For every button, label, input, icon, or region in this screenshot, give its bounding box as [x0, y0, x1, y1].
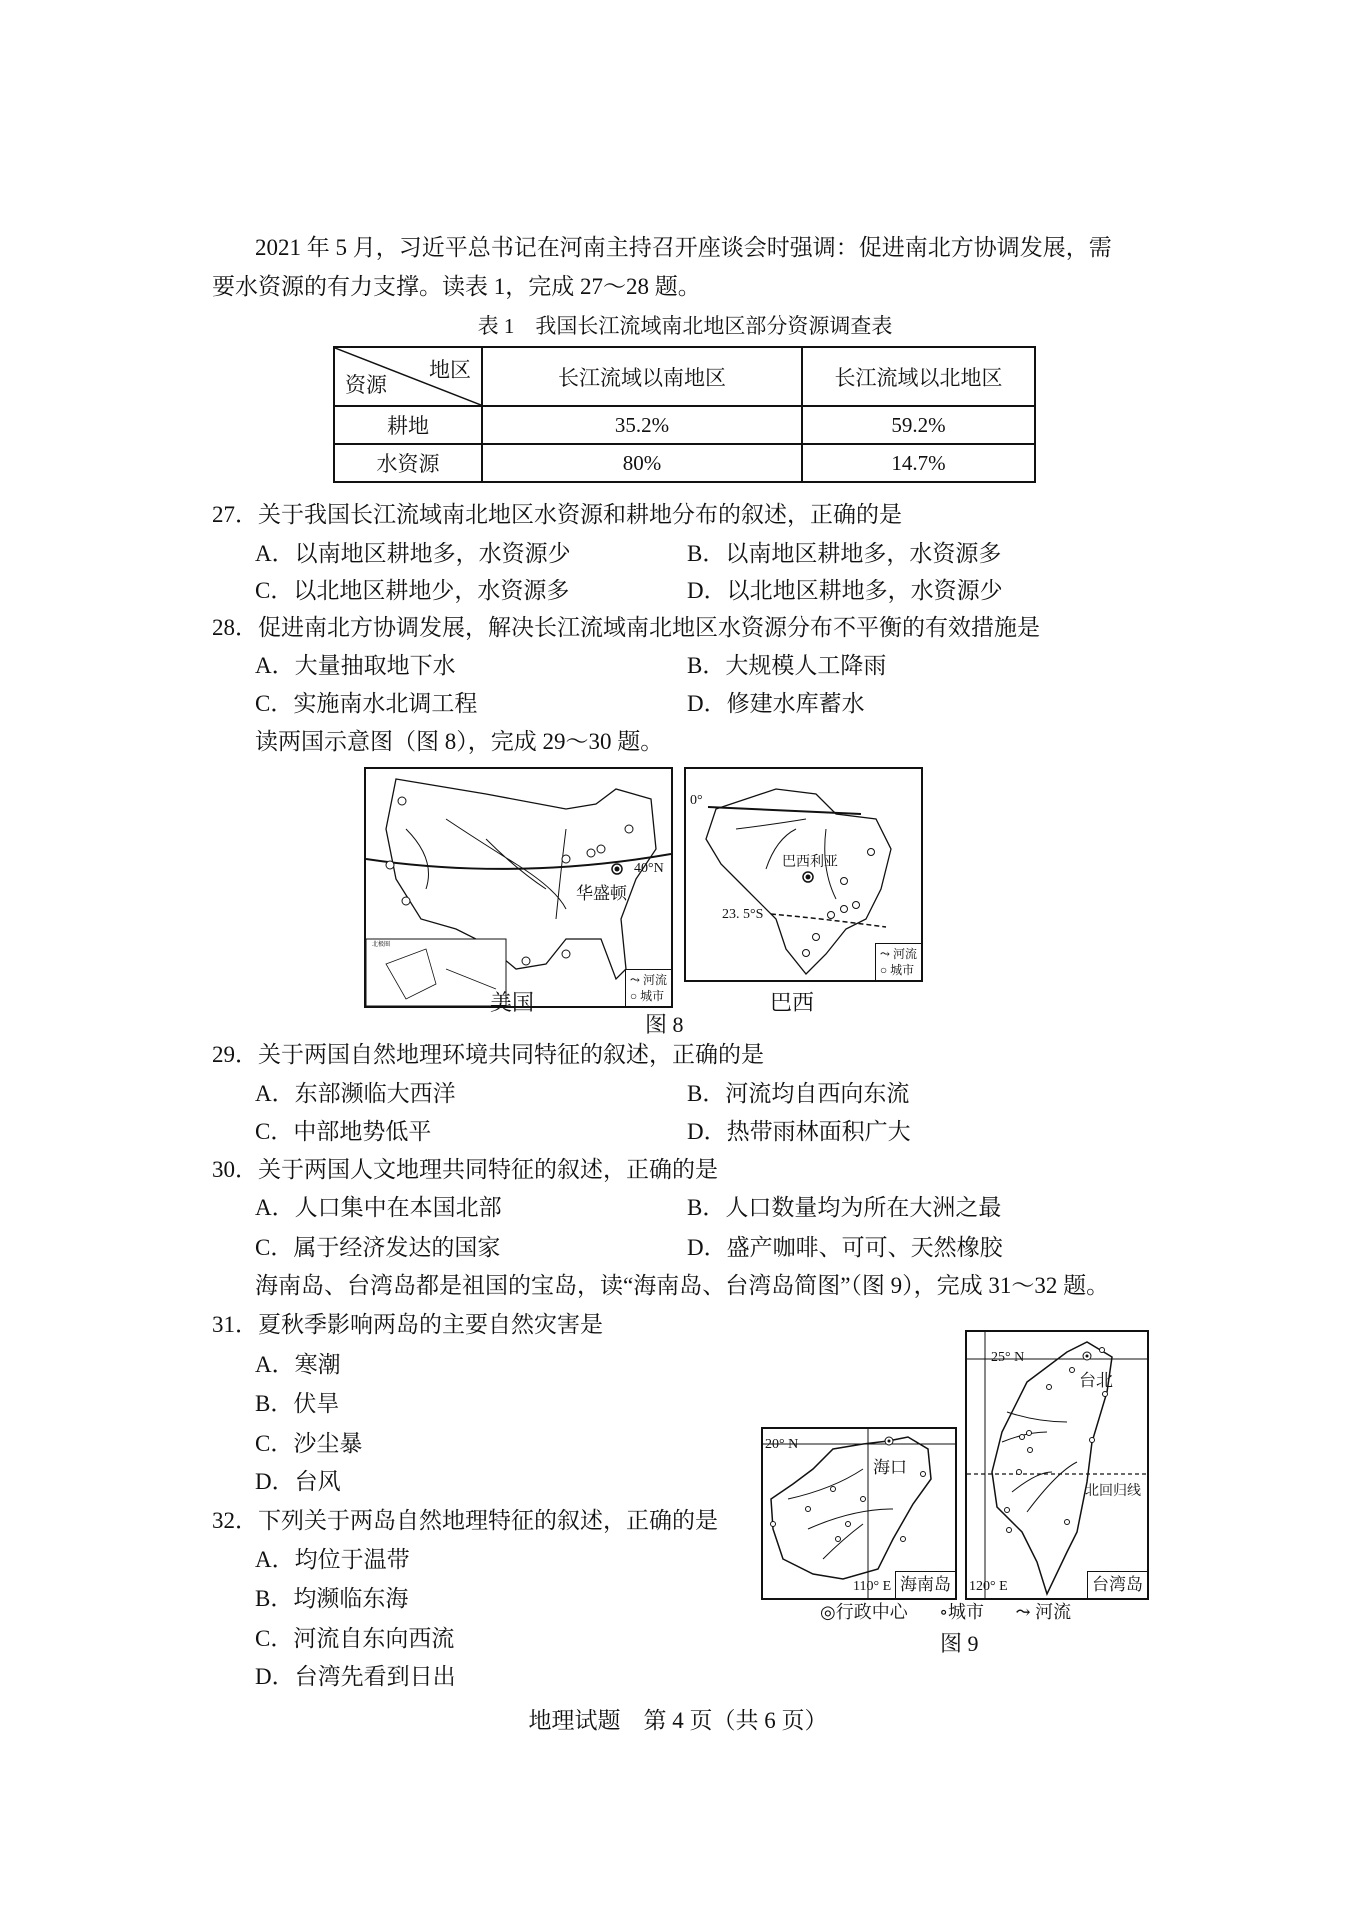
q27-option-a: A．以南地区耕地多，水资源少	[255, 541, 571, 566]
taipei-label: 台北	[1079, 1371, 1113, 1390]
legend-river-label: 河流	[1035, 1602, 1072, 1622]
city-legend-icon: ○	[629, 989, 638, 1003]
resource-table	[333, 346, 1036, 483]
q31-option-b: B．伏旱	[255, 1391, 340, 1416]
corner-region-label: 地区	[429, 358, 471, 382]
q27-option-c: C．以北地区耕地少，水资源多	[255, 578, 570, 603]
table-caption: 表 1 我国长江流域南北地区部分资源调查表	[477, 314, 893, 338]
table-cell: 80%	[482, 444, 802, 482]
usa-latitude-label: 40°N	[634, 861, 664, 876]
q29-option-a: A．东部濒临大西洋	[255, 1081, 456, 1106]
river-legend-icon: ⤳	[629, 973, 640, 987]
figure8-intro: 读两国示意图（图 8），完成 29～30 题。	[255, 729, 664, 754]
taiwan-latitude-label: 25° N	[991, 1350, 1025, 1365]
washington-label: 华盛顿	[576, 884, 627, 903]
brasilia-label: 巴西利亚	[782, 855, 838, 870]
q28-option-b: B．大规模人工降雨	[687, 653, 887, 678]
usa-legend	[625, 969, 672, 1007]
hainan-name-label: 海南岛	[900, 1575, 951, 1594]
table-corner-cell	[334, 347, 482, 406]
q27-option-d: D．以北地区耕地多，水资源少	[687, 578, 1003, 603]
brazil-map-title: 巴西	[770, 990, 815, 1015]
legend-river-label: 河流	[642, 973, 667, 987]
table-row	[334, 444, 1035, 482]
table-row	[334, 406, 1035, 444]
hainan-latitude-label: 20° N	[765, 1437, 799, 1452]
arctic-circle-label: 北极圈	[372, 942, 391, 948]
tropic-capricorn-label: 23. 5°S	[722, 907, 764, 922]
question-27-stem: 27．关于我国长江流域南北地区水资源和耕地分布的叙述，正确的是	[212, 502, 902, 527]
hainan-name-box	[895, 1571, 956, 1599]
q32-option-c: C．河流自东向西流	[255, 1626, 455, 1651]
hainan-longitude-label: 110° E	[853, 1579, 892, 1594]
river-legend-icon: ⤳	[879, 947, 890, 961]
taiwan-map	[965, 1330, 1149, 1600]
usa-map	[364, 767, 673, 1008]
equator-label: 0°	[690, 793, 703, 808]
river-icon: ⤳	[1015, 1602, 1031, 1622]
column-header: 长江流域以南地区	[482, 347, 802, 406]
q29-option-b: B．河流均自西向东流	[687, 1081, 910, 1106]
page-footer: 地理试题 第 4 页（共 6 页）	[528, 1708, 828, 1733]
q31-option-c: C．沙尘暴	[255, 1431, 363, 1456]
question-31-stem: 31．夏秋季影响两岛的主要自然灾害是	[212, 1312, 603, 1337]
table-cell: 59.2%	[802, 406, 1035, 444]
legend-river-label: 河流	[892, 947, 917, 961]
legend-city-label: 城市	[640, 989, 665, 1003]
q30-option-b: B．人口数量均为所在大洲之最	[687, 1195, 1002, 1220]
hainan-map	[761, 1427, 957, 1600]
admin-center-icon: ◎	[820, 1602, 836, 1622]
taiwan-name-box	[1087, 1571, 1148, 1599]
city-icon: ∘	[939, 1602, 949, 1622]
q31-option-d: D．台风	[255, 1469, 341, 1494]
q32-option-a: A．均位于温带	[255, 1547, 410, 1572]
intro-paragraph-line2: 要水资源的有力支撑。读表 1，完成 27～28 题。	[212, 274, 701, 299]
figure8-caption: 图 8	[645, 1012, 684, 1037]
city-legend-icon: ○	[879, 963, 888, 977]
row-label: 耕地	[334, 406, 482, 444]
corner-resource-label: 资源	[345, 373, 387, 397]
figure9-legend	[820, 1598, 1071, 1624]
taiwan-longitude-label: 120° E	[969, 1579, 1008, 1594]
q32-option-b: B．均濒临东海	[255, 1586, 409, 1611]
q31-option-a: A．寒潮	[255, 1352, 341, 1377]
table-cell: 14.7%	[802, 444, 1035, 482]
question-29-stem: 29．关于两国自然地理环境共同特征的叙述，正确的是	[212, 1042, 764, 1067]
brazil-map	[684, 767, 923, 982]
q27-option-b: B．以南地区耕地多，水资源多	[687, 541, 1002, 566]
q28-option-d: D．修建水库蓄水	[687, 691, 865, 716]
haikou-label: 海口	[873, 1458, 907, 1477]
column-header: 长江流域以北地区	[802, 347, 1035, 406]
taiwan-outline-drawing	[967, 1332, 1147, 1598]
q30-option-d: D．盛产咖啡、可可、天然橡胶	[687, 1235, 1003, 1260]
figure9-caption: 图 9	[940, 1631, 979, 1656]
q30-option-a: A．人口集中在本国北部	[255, 1195, 502, 1220]
brazil-legend	[875, 943, 922, 981]
question-32-stem: 32．下列关于两岛自然地理特征的叙述，正确的是	[212, 1508, 718, 1533]
taiwan-name-label: 台湾岛	[1092, 1575, 1143, 1594]
q28-option-a: A．大量抽取地下水	[255, 653, 456, 678]
legend-city-label: 城市	[890, 963, 915, 977]
row-label: 水资源	[334, 444, 482, 482]
usa-map-title: 美国	[490, 990, 535, 1015]
legend-admin-label: 行政中心	[835, 1602, 908, 1622]
q29-option-d: D．热带雨林面积广大	[687, 1119, 911, 1144]
intro-paragraph-line1: 2021 年 5 月，习近平总书记在河南主持召开座谈会时强调：促进南北方协调发展，需	[255, 235, 1112, 260]
question-28-stem: 28．促进南北方协调发展，解决长江流域南北地区水资源分布不平衡的有效措施是	[212, 615, 1040, 640]
figure9-intro: 海南岛、台湾岛都是祖国的宝岛，读“海南岛、台湾岛简图”（图 9），完成 31～32 题。	[255, 1273, 1110, 1298]
legend-city-label: 城市	[948, 1602, 985, 1622]
q29-option-c: C．中部地势低平	[255, 1119, 432, 1144]
tropic-cancer-label: 北回归线	[1085, 1484, 1141, 1499]
q28-option-c: C．实施南水北调工程	[255, 691, 478, 716]
q32-option-d: D．台湾先看到日出	[255, 1664, 456, 1689]
question-30-stem: 30．关于两国人文地理共同特征的叙述，正确的是	[212, 1157, 718, 1182]
q30-option-c: C．属于经济发达的国家	[255, 1235, 501, 1260]
table-cell: 35.2%	[482, 406, 802, 444]
